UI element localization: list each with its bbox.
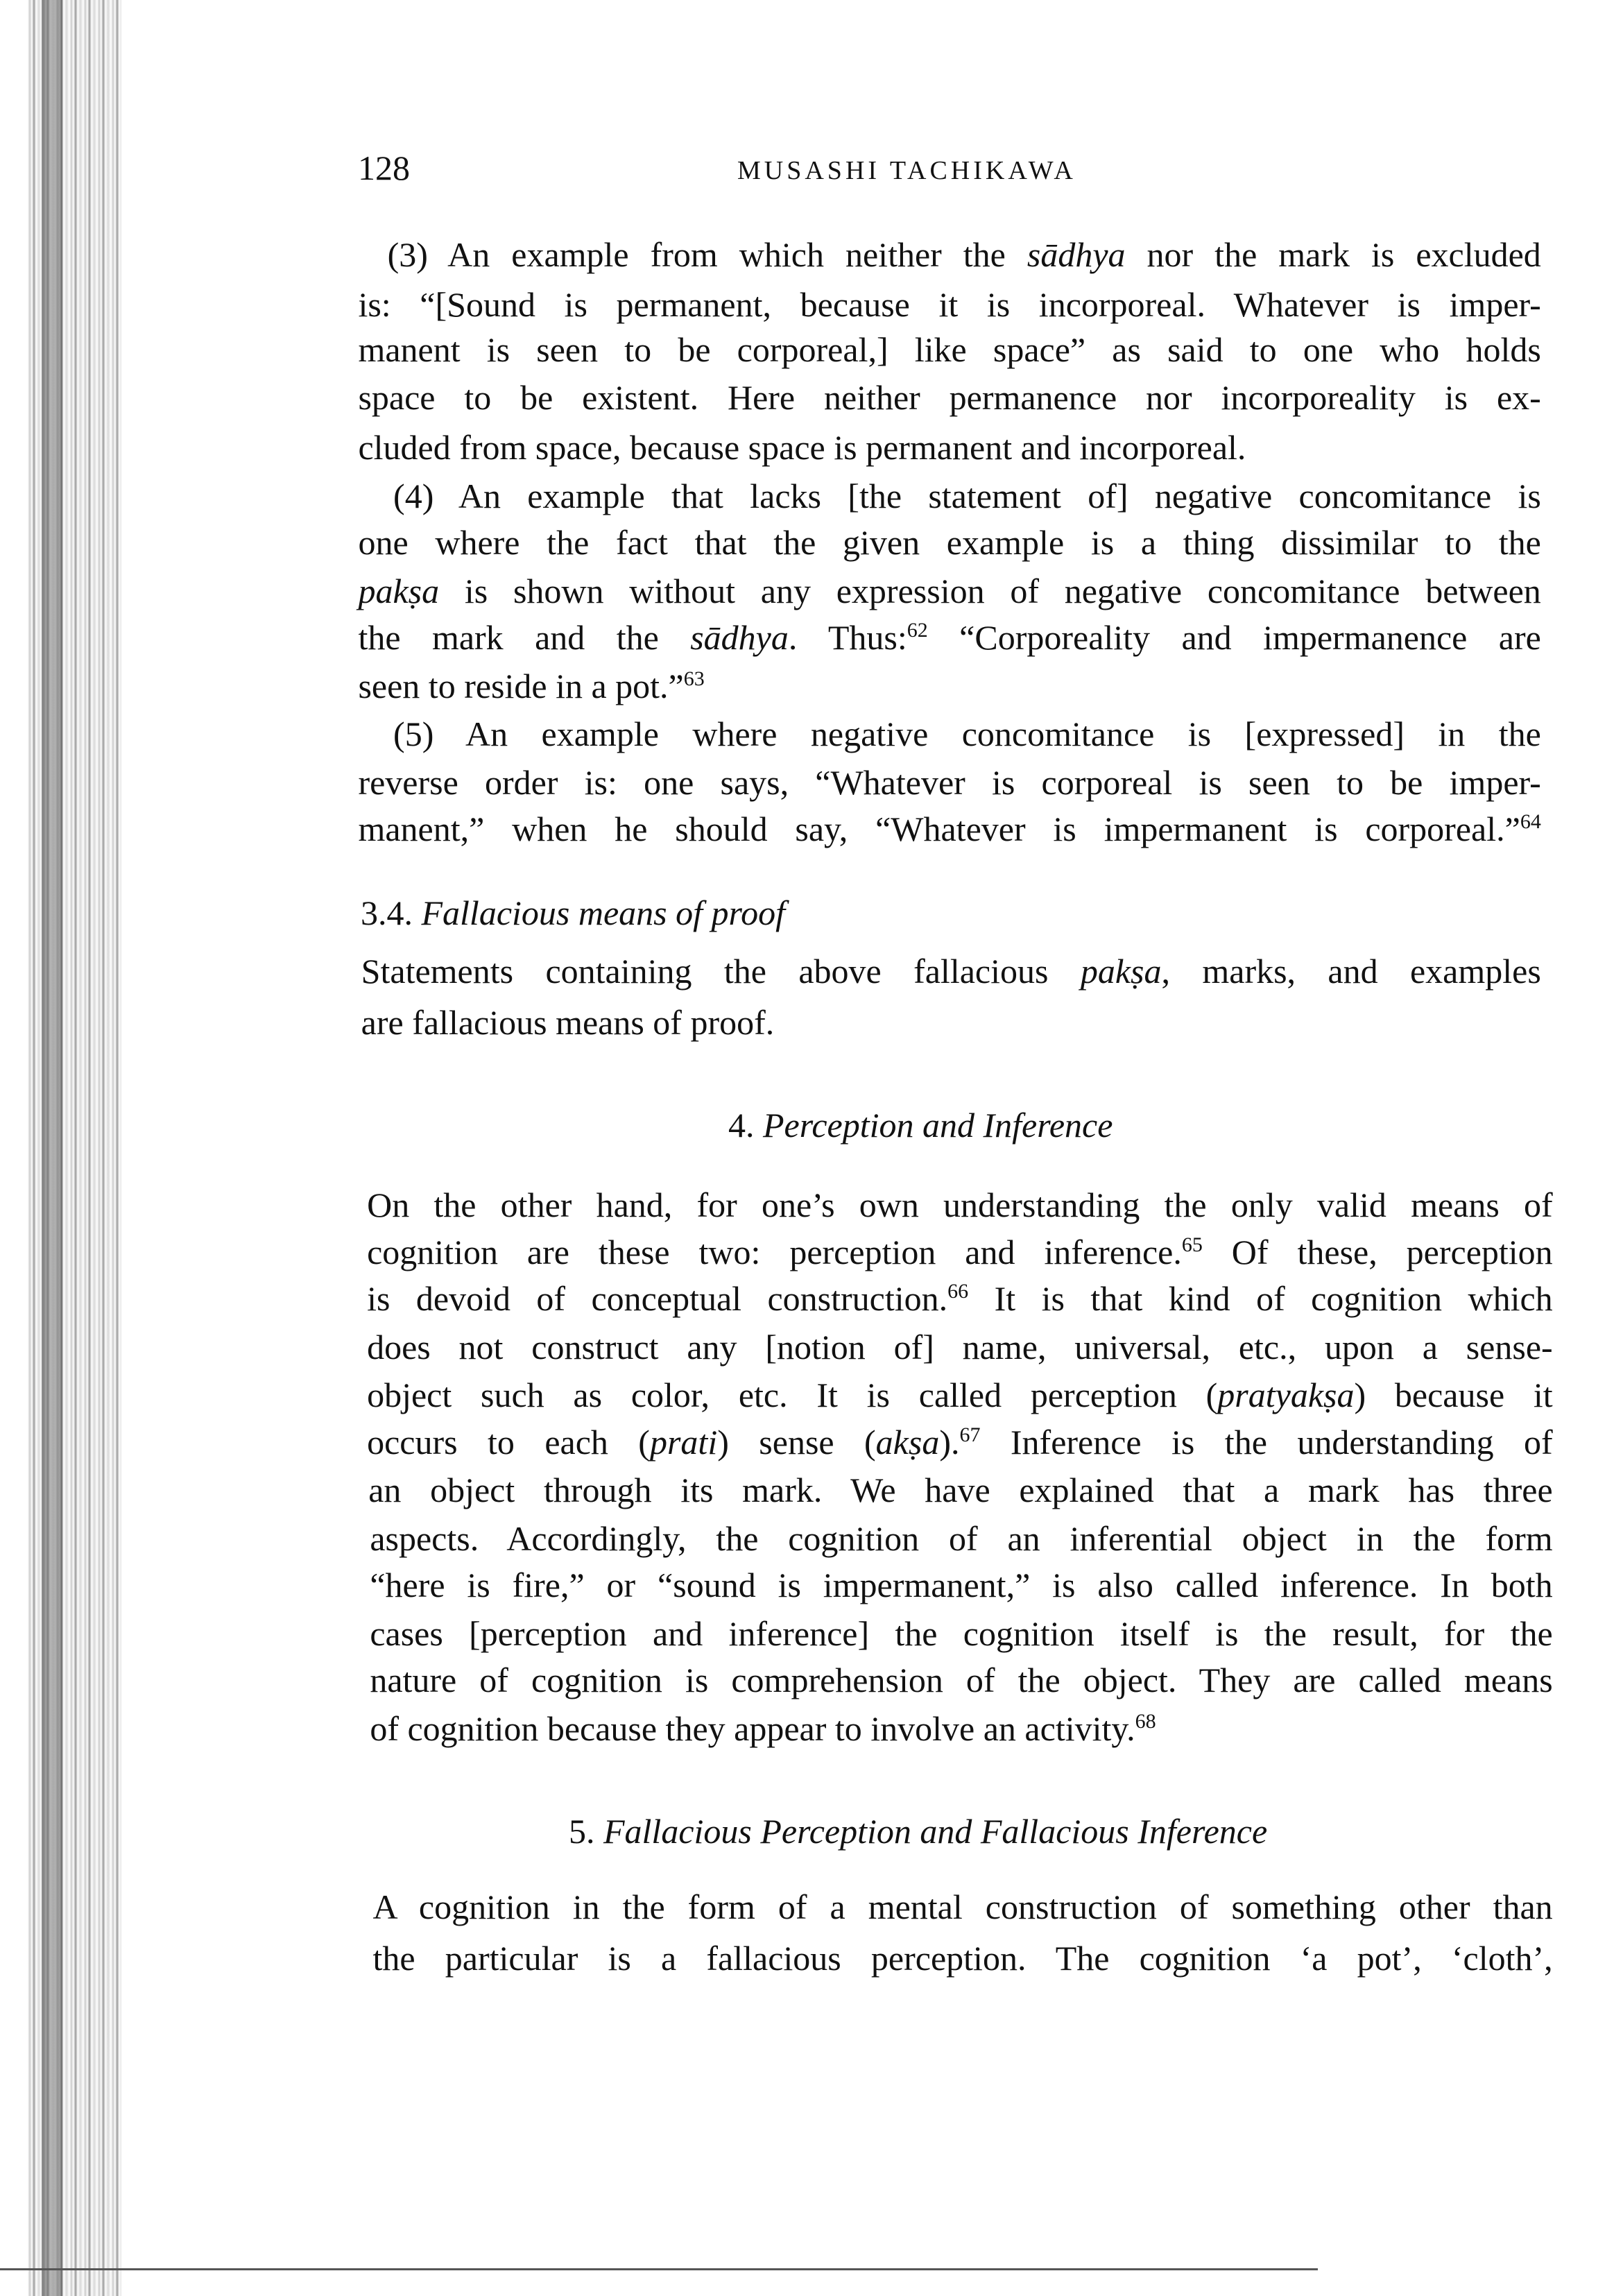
section-title: Fallacious Perception and Fallacious Inference (603, 1812, 1268, 1851)
italic-term: prati (649, 1422, 718, 1462)
text-line (373, 1937, 1553, 1979)
text-run: one where the fact that the given example is a thing dissimilar to the (358, 523, 1541, 563)
text-run: nor the mark is excluded (1125, 234, 1541, 274)
text-line (367, 1326, 1553, 1368)
text-run: On the other hand, for one’s own understanding the only valid means of (367, 1185, 1553, 1225)
text-line (370, 1518, 1552, 1559)
italic-term: sādhya (690, 618, 789, 658)
section-number: 3.4. (361, 893, 413, 932)
text-line (367, 1374, 1553, 1416)
text-run: seen to reside in a pot.” (358, 666, 684, 705)
text-run: manent is seen to be corporeal,] like space” as said to one who holds (358, 329, 1541, 369)
text-line (358, 377, 1540, 418)
page-number: 128 (358, 148, 410, 187)
text-run: cases [perception and inference] the cognition itself is the result, for the (370, 1613, 1553, 1653)
text-run: Of these, perception (1202, 1232, 1553, 1271)
text-line (358, 427, 1540, 468)
footnote-ref: 66 (947, 1280, 969, 1303)
text-line (370, 1564, 1552, 1606)
text-line (358, 808, 1540, 850)
text-run: is: “[Sound is permanent, because it is incorporeal. Whatever is imper- (358, 284, 1541, 324)
scan-binding-edge (42, 0, 62, 2296)
text-line (373, 1886, 1553, 1928)
section-number: 5. (569, 1812, 595, 1851)
text-run: . Thus: (788, 618, 907, 658)
text-line (358, 284, 1540, 325)
text-run: object such as color, etc. It is called perception ( (367, 1376, 1218, 1415)
footnote-ref: 63 (683, 667, 705, 690)
footnote-ref: 64 (1520, 810, 1541, 834)
text-run: (5) An example where negative concomitance is [expressed] in the (393, 714, 1541, 754)
italic-term: pakṣa (358, 571, 440, 610)
text-line (358, 570, 1540, 612)
text-run: Inference is the understanding of (980, 1422, 1553, 1462)
text-run: ). (939, 1422, 960, 1462)
text-run: reverse order is: one says, “Whatever is corporeal is seen to be imper- (358, 762, 1541, 802)
text-line (358, 762, 1540, 803)
text-line (388, 234, 1541, 275)
text-run: manent,” when he should say, “Whatever is impermanent is corporeal.” (358, 809, 1520, 849)
text-run: “here is fire,” or “sound is impermanent,” is also called inference. In both (370, 1566, 1553, 1605)
text-run: A cognition in the form of a mental construction of something other than (372, 1887, 1553, 1926)
italic-term: sādhya (1027, 234, 1126, 274)
text-line (361, 1002, 1541, 1043)
text-run: of cognition because they appear to involve an activity. (370, 1708, 1135, 1748)
text-run: ) because it (1354, 1376, 1553, 1415)
text-run: “Corporeality and impermanence are (927, 618, 1541, 658)
text-line (370, 1613, 1552, 1654)
section-title: Fallacious means of proof (421, 893, 786, 932)
text-run: It is that kind of cognition which (968, 1279, 1553, 1318)
text-line (370, 1659, 1552, 1701)
text-line (393, 713, 1541, 755)
footnote-ref: 68 (1135, 1709, 1156, 1733)
text-line (358, 617, 1540, 658)
section-heading-5 (569, 1810, 1267, 1852)
section-heading-3-4 (361, 892, 785, 934)
footnote-ref: 65 (1181, 1233, 1203, 1256)
text-run: nature of cognition is comprehension of the object. They are called means (370, 1661, 1553, 1700)
text-run: cluded from space, because space is permanent and incorporeal. (358, 428, 1246, 468)
section-heading-4 (728, 1104, 1113, 1146)
text-line (367, 1421, 1553, 1463)
text-line (370, 1708, 1552, 1749)
text-run: an object through its mark. We have explained that a mark has three (368, 1471, 1553, 1510)
text-line (358, 329, 1540, 370)
text-line (361, 950, 1541, 992)
text-line (358, 522, 1540, 563)
text-run: cognition are these two: perception and inference. (367, 1232, 1182, 1271)
scan-bottom-edge (0, 2268, 1318, 2270)
footnote-ref: 67 (959, 1423, 981, 1446)
italic-term: pratyakṣa (1217, 1376, 1355, 1415)
text-run: (4) An example that lacks [the statement of] negative concomitance is (393, 476, 1541, 515)
italic-term: akṣa (875, 1422, 940, 1462)
footnote-ref: 62 (907, 619, 928, 642)
text-run: Statements containing the above fallacious (361, 951, 1081, 991)
running-header-author: MUSASHI TACHIKAWA (737, 156, 1076, 185)
section-number: 4. (728, 1106, 755, 1145)
italic-term: pakṣa (1080, 951, 1162, 991)
text-line (367, 1184, 1553, 1226)
text-run: aspects. Accordingly, the cognition of an inferential object in the form (370, 1518, 1553, 1558)
text-line (368, 1469, 1552, 1511)
text-run: ) sense ( (717, 1422, 876, 1462)
text-run: , marks, and examples (1161, 951, 1541, 991)
text-run: (3) An example from which neither the (387, 234, 1027, 274)
text-run: is devoid of conceptual construction. (367, 1279, 948, 1318)
text-line (393, 475, 1541, 517)
text-run: are fallacious means of proof. (361, 1002, 775, 1042)
text-run: the particular is a fallacious perception. The cognition ‘a pot’, ‘cloth’, (372, 1938, 1553, 1978)
section-title: Perception and Inference (763, 1106, 1113, 1145)
text-line (367, 1278, 1553, 1319)
text-run: occurs to each ( (367, 1422, 650, 1462)
text-run: space to be existent. Here neither permanence nor incorporeality is ex- (358, 378, 1541, 418)
text-run: is shown without any expression of negative concomitance between (439, 571, 1541, 610)
text-run: does not construct any [notion of] name, universal, etc., upon a sense- (367, 1327, 1553, 1367)
text-line (358, 665, 1540, 707)
text-run: the mark and the (358, 618, 691, 658)
text-line (367, 1231, 1553, 1273)
